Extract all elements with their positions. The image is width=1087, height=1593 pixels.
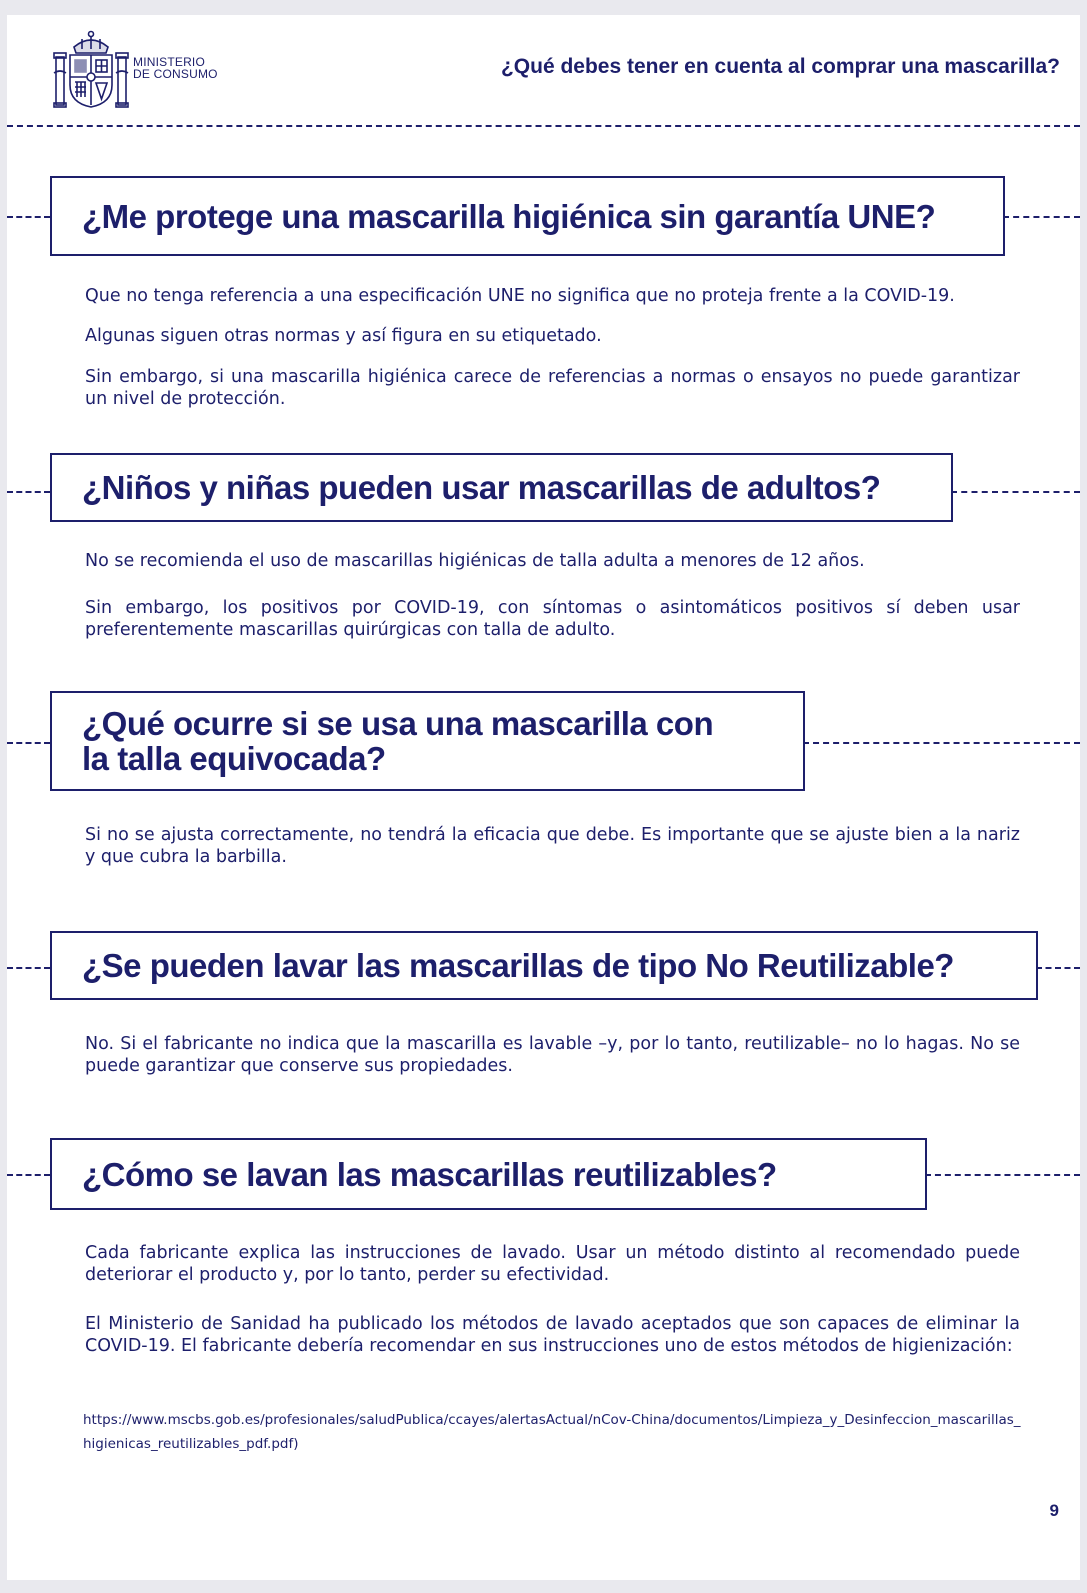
section-4-dash-right (1036, 967, 1080, 969)
section-2-dash-right (951, 491, 1080, 493)
section-2-question: ¿Niños y niñas pueden usar mascarillas de adultos? (82, 469, 881, 506)
section-1-dash-left (7, 216, 50, 218)
section-2-paragraph-2: Sin embargo, los positivos por COVID-19, con síntomas o asintomáticos positivos sí deben usar preferentemente mascarillas quirúrgicas con talla de adulto. (85, 598, 1020, 640)
section-2-paragraph-1: No se recomienda el uso de mascarillas higiénicas de talla adulta a menores de 12 años. (85, 551, 865, 571)
section-1-paragraph-2: Algunas siguen otras normas y así figura en su etiquetado. (85, 326, 602, 346)
section-3-question-line-2: la talla equivocada? (82, 740, 386, 777)
page-title: ¿Qué debes tener en cuenta al comprar una mascarilla? (500, 55, 1060, 78)
section-5-paragraph-1: Cada fabricante explica las instrucciones de lavado. Usar un método distinto al recomendado puede deteriorar el producto y, por lo tanto, perder su efectividad. (85, 1243, 1020, 1285)
section-5-question: ¿Cómo se lavan las mascarillas reutilizables? (82, 1155, 777, 1193)
section-1-dash-right (1003, 216, 1080, 218)
section-2-dash-left (7, 491, 50, 493)
section-3-question (82, 706, 713, 776)
page-number: 9 (1049, 1501, 1059, 1520)
document-page (7, 15, 1080, 1580)
section-3-dash-right (803, 742, 1080, 744)
section-4-question: ¿Se pueden lavar las mascarillas de tipo No Reutilizable? (82, 947, 954, 984)
section-4-heading-box (50, 931, 1038, 1000)
section-3-question-line-1: ¿Qué ocurre si se usa una mascarilla con (82, 705, 714, 742)
section-5-heading-box (50, 1138, 927, 1210)
section-1-paragraph-3: Sin embargo, si una mascarilla higiénica carece de referencias a normas o ensayos no puede garantizar un nivel de protección. (85, 367, 1020, 409)
header-divider (7, 125, 1080, 127)
section-1-paragraph-1: Que no tenga referencia a una especificación UNE no significa que no proteja frente a la COVID-19. (85, 286, 955, 306)
section-3-dash-left (7, 742, 50, 744)
section-1-question: ¿Me protege una mascarilla higiénica sin garantía UNE? (82, 197, 936, 235)
section-5-paragraph-2: El Ministerio de Sanidad ha publicado los métodos de lavado aceptados que son capaces de eliminar la COVID-19. El fabricante debería recomendar en sus instrucciones uno de estos métodos de higienización: (85, 1314, 1020, 1356)
ministry-name (133, 56, 218, 80)
section-5-dash-right (925, 1174, 1080, 1176)
section-2-heading-box (50, 453, 953, 522)
reference-url[interactable]: https://www.mscbs.gob.es/profesionales/saludPublica/ccayes/alertasActual/nCov-China/documentos/Limpieza_y_Desinfeccion_mascarillas_higienicas_reutilizables_pdf.pdf) (83, 1412, 1021, 1452)
section-4-paragraph-1: No. Si el fabricante no indica que la mascarilla es lavable –y, por lo tanto, reutilizable– no lo hagas. No se puede garantizar que conserve sus propiedades. (85, 1034, 1020, 1076)
coat-of-arms-icon (52, 29, 130, 109)
section-4-dash-left (7, 967, 50, 969)
section-3-paragraph-1: Si no se ajusta correctamente, no tendrá la eficacia que debe. Es importante que se ajuste bien a la nariz y que cubra la barbilla. (85, 825, 1020, 867)
section-5-dash-left (7, 1174, 50, 1176)
ministry-line-2: DE CONSUMO (133, 67, 218, 81)
section-3-heading-box (50, 691, 805, 791)
section-1-heading-box (50, 176, 1005, 256)
ministry-line-1: MINISTERIO (133, 55, 206, 69)
